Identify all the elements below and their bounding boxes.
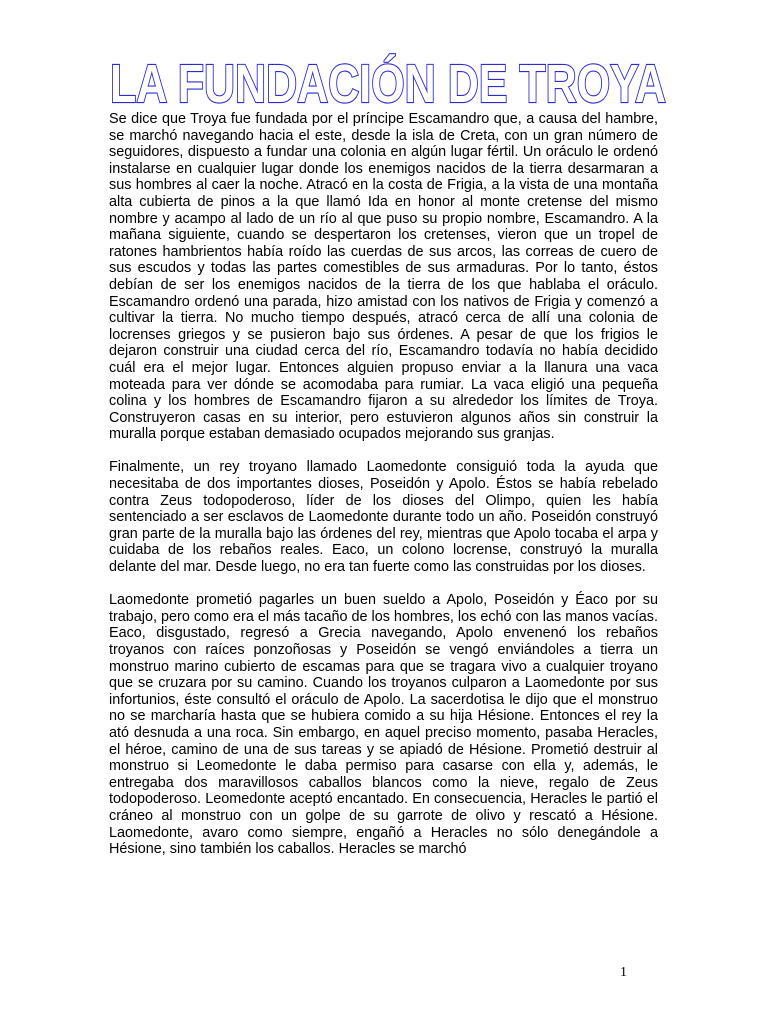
page-title — [108, 46, 668, 114]
title-wordart — [108, 46, 668, 114]
paragraph-2: Finalmente, un rey troyano llamado Laomedonte consiguió toda la ayuda que necesitaba de dos importantes dioses, Poseidón y Apolo. Éstos se había rebelado contra Zeus todopoderoso, líder de los dioses del Olimpo, quien les había sentenciado a ser esclavos de Laomedonte durante todo un año. Poseidón construyó gran parte de la muralla bajo las órdenes del rey, mientras que Apolo tocaba el arpa y cuidaba de los rebaños reales. Eaco, un colono locrense, construyó la muralla delante del mar. Desde luego, no era tan fuerte como las construidas por los dioses. — [109, 459, 658, 576]
page-number: 1 — [620, 965, 627, 980]
title-text: LA FUNDACIÓN DE TROYA — [110, 54, 666, 114]
paragraph-1: Se dice que Troya fue fundada por el príncipe Escamandro que, a causa del hambre, se marchó navegando hacia el este, desde la isla de Creta, con un gran número de seguidores, dispuesto a fundar una colonia en algún lugar fértil. Un oráculo le ordenó instalarse en cualquier lugar donde los enemigos nacidos de la tierra desarmaran a sus hombres al caer la noche. Atracó en la costa de Frigia, a la vista de una montaña alta cubierta de pinos a la que llamó Ida en honor al monte cretense del mismo nombre y acampo al lado de un río al que puso su propio nombre, Escamandro. A la mañana siguiente, cuando se despertaron los cretenses, vieron que un tropel de ratones hambrientos había roído las cuerdas de sus arcos, las correas de cuero de sus escudos y todas las partes comestibles de sus armaduras. Por lo tanto, éstos debían de ser los enemigos nacidos de la tierra de los que hablaba el oráculo. Escamandro ordenó una parada, hizo amistad con los nativos de Frigia y comenzó a cultivar la tierra. No mucho tiempo después, atracó cerca de allí una colonia de locrenses griegos y se pusieron bajo sus órdenes. A pesar de que los frigios le dejaron construir una ciudad cerca del río, Escamandro todavía no había decidido cuál era el mejor lugar. Entonces alguien propuso enviar a la llanura una vaca moteada para ver dónde se acomodaba para rumiar. La vaca eligió una pequeña colina y los hombres de Escamandro fijaron a su alrededor los límites de Troya. Construyeron casas en su interior, pero estuvieron algunos años sin construir la muralla porque estaban demasiado ocupados mejorando sus granjas. — [109, 111, 658, 443]
paragraph-3: Laomedonte prometió pagarles un buen sueldo a Apolo, Poseidón y Éaco por su trabajo, pero como era el más tacaño de los hombres, los echó con las manos vacías. Eaco, disgustado, regresó a Grecia navegando, Apolo envenenó los rebaños troyanos con raíces ponzoñosas y Poseidón se vengó enviándoles a tierra un monstruo marino cubierto de escamas para que se tragara vivo a cualquier troyano que se cruzara por su camino. Cuando los troyanos culparon a Laomedonte por sus infortunios, éste consultó el oráculo de Apolo. La sacerdotisa le dijo que el monstruo no se marcharía hasta que se hubiera comido a su hija Hésione. Entonces el rey la ató desnuda a una roca. Sin embargo, en aquel preciso momento, pasaba Heracles, el héroe, camino de una de sus tareas y se apiadó de Hésione. Prometió destruir al monstruo si Leomedonte le daba permiso para casarse con ella y, además, le entregaba dos maravillosos caballos blancos como la nieve, regalo de Zeus todopoderoso. Leomedonte aceptó encantado. En consecuencia, Heracles le partió el cráneo al monstruo con un golpe de su garrote de olivo y rescató a Hésione. Laomedonte, avaro como siempre, engañó a Heracles no sólo denegándole a Hésione, sino también los caballos. Heracles se marchó — [109, 592, 658, 858]
body-text — [109, 111, 658, 874]
